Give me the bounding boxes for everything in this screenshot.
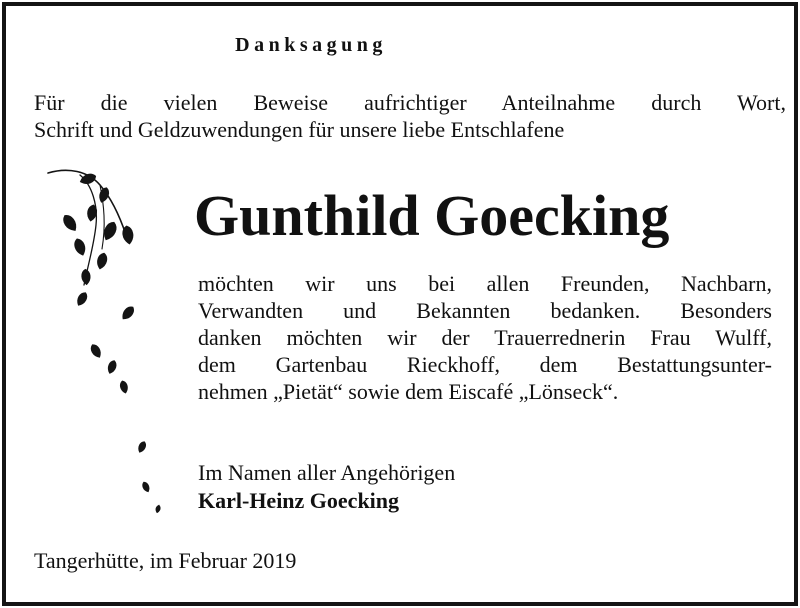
- deceased-name: Gunthild Goecking: [194, 183, 670, 248]
- intro-line: Für die vielen Beweise aufrichtiger Anteilnahme durch Wort,: [34, 90, 786, 115]
- place-date: Tangerhütte, im Februar 2019: [34, 548, 297, 573]
- thanks-line: danken möchten wir der Trauerrednerin Frau Wulff,: [198, 325, 772, 350]
- thanks-line: Verwandten und Bekannten bedanken. Besonders: [198, 298, 772, 323]
- signature-block: [198, 459, 455, 515]
- intro-text: [34, 89, 786, 143]
- notice-heading: Danksagung: [235, 34, 387, 56]
- signature-intro: Im Namen aller Angehörigen: [198, 460, 456, 485]
- thanks-line: möchten wir uns bei allen Freunden, Nachbarn,: [198, 271, 772, 296]
- thanks-line: nehmen „Pietät“ sowie dem Eiscafé „Lönseck“.: [198, 379, 619, 404]
- thanks-line: dem Gartenbau Rieckhoff, dem Bestattungsunter-: [198, 352, 772, 377]
- signature-name: Karl-Heinz Goecking: [198, 488, 400, 513]
- birch-branch-icon: [40, 165, 180, 525]
- thanks-text: [198, 270, 772, 405]
- intro-line: Schrift und Geldzuwendungen für unsere liebe Entschlafene: [34, 117, 565, 142]
